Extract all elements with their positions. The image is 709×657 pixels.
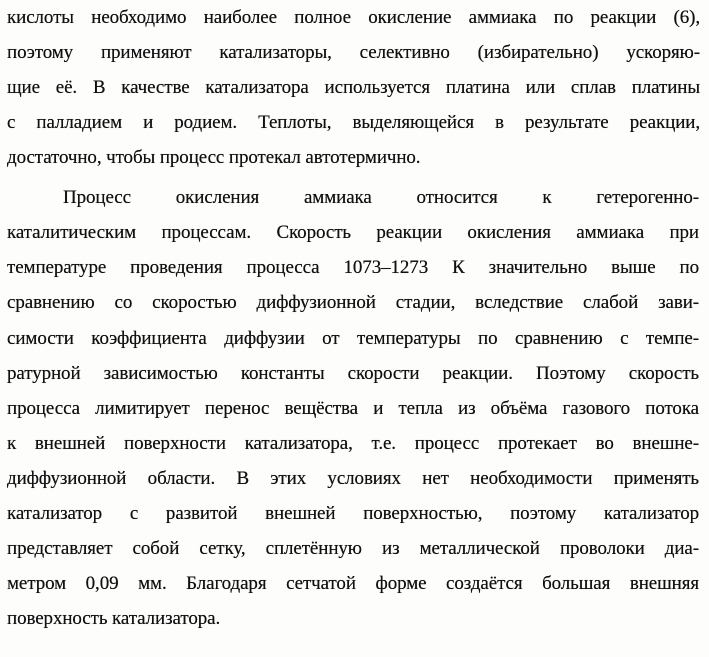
- text-line: поэтому применяют катализаторы, селективно (избирательно) ускоряю-: [7, 42, 700, 63]
- text-line: процесса лимитирует перенос вещёства и тепла из объёма газового потока: [7, 398, 699, 419]
- text-line: сравнению со скоростью диффузионной стадии, вследствие слабой зави-: [7, 292, 699, 313]
- text-line: достаточно, чтобы процесс протекал автотермично.: [7, 147, 421, 168]
- text-line: ратурной зависимостью константы скорости реакции. Поэтому скорость: [7, 363, 699, 384]
- text-line: кислоты необходимо наиболее полное окисление аммиака по реакции (6),: [7, 7, 700, 28]
- text-line: Процесс окисления аммиака относится к гетерогенно-: [63, 187, 699, 208]
- text-line: диффузионной области. В этих условиях нет необходимости применять: [7, 468, 699, 489]
- text-line: к внешней поверхности катализатора, т.е. процесс протекает во внешне-: [7, 433, 699, 454]
- text-line: щие её. В качестве катализатора используется платина или сплав платины: [7, 77, 700, 98]
- text-line: представляет собой сетку, сплетённую из металлической проволоки диа-: [7, 538, 699, 559]
- text-line: метром 0,09 мм. Благодаря сетчатой форме создаётся большая внешняя: [7, 573, 699, 594]
- text-line: с палладием и родием. Теплоты, выделяющейся в результате реакции,: [7, 112, 700, 133]
- text-line: катализатор с развитой внешней поверхностью, поэтому катализатор: [7, 503, 699, 524]
- text-line: каталитическим процессам. Скорость реакции окисления аммиака при: [7, 222, 699, 243]
- text-line: поверхность катализатора.: [7, 608, 221, 629]
- text-line: симости коэффициента диффузии от температуры по сравнению с темпе-: [7, 328, 699, 349]
- text-line: температуре проведения процесса 1073–1273 К значительно выше по: [7, 257, 699, 278]
